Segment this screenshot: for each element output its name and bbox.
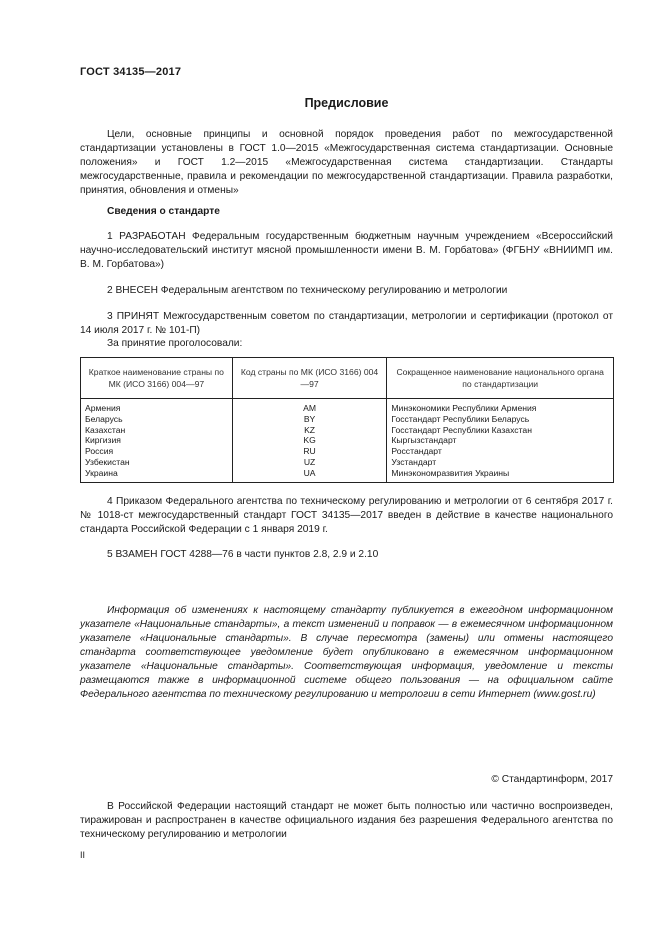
info-heading: Сведения о стандарте — [107, 206, 220, 217]
countries-table — [80, 357, 614, 483]
country-code: RU — [232, 446, 387, 457]
intro-paragraph: Цели, основные принципы и основной порядок проведения работ по межгосударственной стандартизации установлены в ГОСТ 1.0—2015 «Межгосударственная система стандартизации. Основные положения» и ГОСТ 1.2—2015 «Межгосударственная система стандартизации. Стандарты межгосударственные, правила и рекомендации по межгосударственной стандартизации. Правила разработки, принятия, обновления и отмены» — [80, 129, 613, 196]
page-number: II — [80, 850, 86, 860]
column-header-country: Краткое наименование страны по МК (ИСО 3166) 004—97 — [81, 358, 233, 399]
table-row — [81, 399, 614, 414]
column-header-authority: Сокращенное наименование национального органа по стандартизации — [387, 358, 614, 399]
country-code: UA — [232, 468, 387, 482]
country-name: Беларусь — [81, 414, 233, 425]
country-name: Россия — [81, 446, 233, 457]
item-4-order: 4 Приказом Федерального агентства по техническому регулированию и метрологии от 6 сентября 2017 г. № 1018-ст межгосударственный стандарт ГОСТ 34135—2017 введен в действие в качестве национального стандарта Российской Федерации с 1 января 2019 г. — [80, 496, 613, 535]
country-name: Узбекистан — [81, 457, 233, 468]
country-name: Казахстан — [81, 425, 233, 436]
copyright: © Стандартинформ, 2017 — [491, 774, 613, 785]
page-title: Предисловие — [304, 96, 389, 110]
standards-body: Росстандарт — [387, 446, 614, 457]
standard-code: ГОСТ 34135—2017 — [80, 66, 182, 78]
country-code: AM — [232, 399, 387, 414]
country-name: Киргизия — [81, 435, 233, 446]
table-row — [81, 425, 614, 436]
country-code: UZ — [232, 457, 387, 468]
table-header-row — [81, 358, 614, 399]
item-5-replaces: 5 ВЗАМЕН ГОСТ 4288—76 в части пунктов 2.8, 2.9 и 2.10 — [107, 549, 379, 560]
country-code: KZ — [232, 425, 387, 436]
item-3-adopted: 3 ПРИНЯТ Межгосударственным советом по стандартизации, метрологии и сертификации (протокол от 14 июля 2017 г. № 101-П) — [80, 311, 613, 336]
table-row — [81, 457, 614, 468]
changes-info-notice: Информация об изменениях к настоящему стандарту публикуется в ежегодном информационном указателе «Национальные стандарты», а текст изменений и поправок — в ежемесячном информационном указателе «Национальные стандарты». В случае пересмотра (замены) или отмены настоящего стандарта соответствующее уведомление будет опубликовано в ежемесячном информационном указателе «Национальные стандарты». Соответствующая информация, уведомление и тексты размещаются также в информационной системе общего пользования — на официальном сайте Федерального агентства по техническому регулированию и метрологии в сети Интернет (www.gost.ru) — [80, 605, 613, 700]
standards-body: Минэкономразвития Украины — [387, 468, 614, 482]
country-code: BY — [232, 414, 387, 425]
country-code: KG — [232, 435, 387, 446]
country-name: Армения — [81, 399, 233, 414]
item-2-introduced: 2 ВНЕСЕН Федеральным агентством по техническому регулированию и метрологии — [107, 285, 508, 296]
item-1-developed: 1 РАЗРАБОТАН Федеральным государственным бюджетным научным учреждением «Всероссийский научно-исследовательский институт мясной промышленности имени В. М. Горбатова» (ФГБНУ «ВНИИМП им. В. М. Горбатова») — [80, 231, 613, 270]
standards-body: Узстандарт — [387, 457, 614, 468]
table-row — [81, 435, 614, 446]
standards-body: Госстандарт Республики Казахстан — [387, 425, 614, 436]
rights-notice: В Российской Федерации настоящий стандарт не может быть полностью или частично воспроизведен, тиражирован и распространен в качестве официального издания без разрешения Федерального агентства по техническому регулированию и метрологии — [80, 801, 613, 840]
country-name: Украина — [81, 468, 233, 482]
table-row — [81, 468, 614, 482]
voted-label: За принятие проголосовали: — [107, 338, 243, 349]
standards-body: Кыргызстандарт — [387, 435, 614, 446]
column-header-code: Код страны по МК (ИСО 3166) 004—97 — [232, 358, 387, 399]
standards-body: Госстандарт Республики Беларусь — [387, 414, 614, 425]
table-row — [81, 414, 614, 425]
standards-body: Минэкономики Республики Армения — [387, 399, 614, 414]
table-row — [81, 446, 614, 457]
